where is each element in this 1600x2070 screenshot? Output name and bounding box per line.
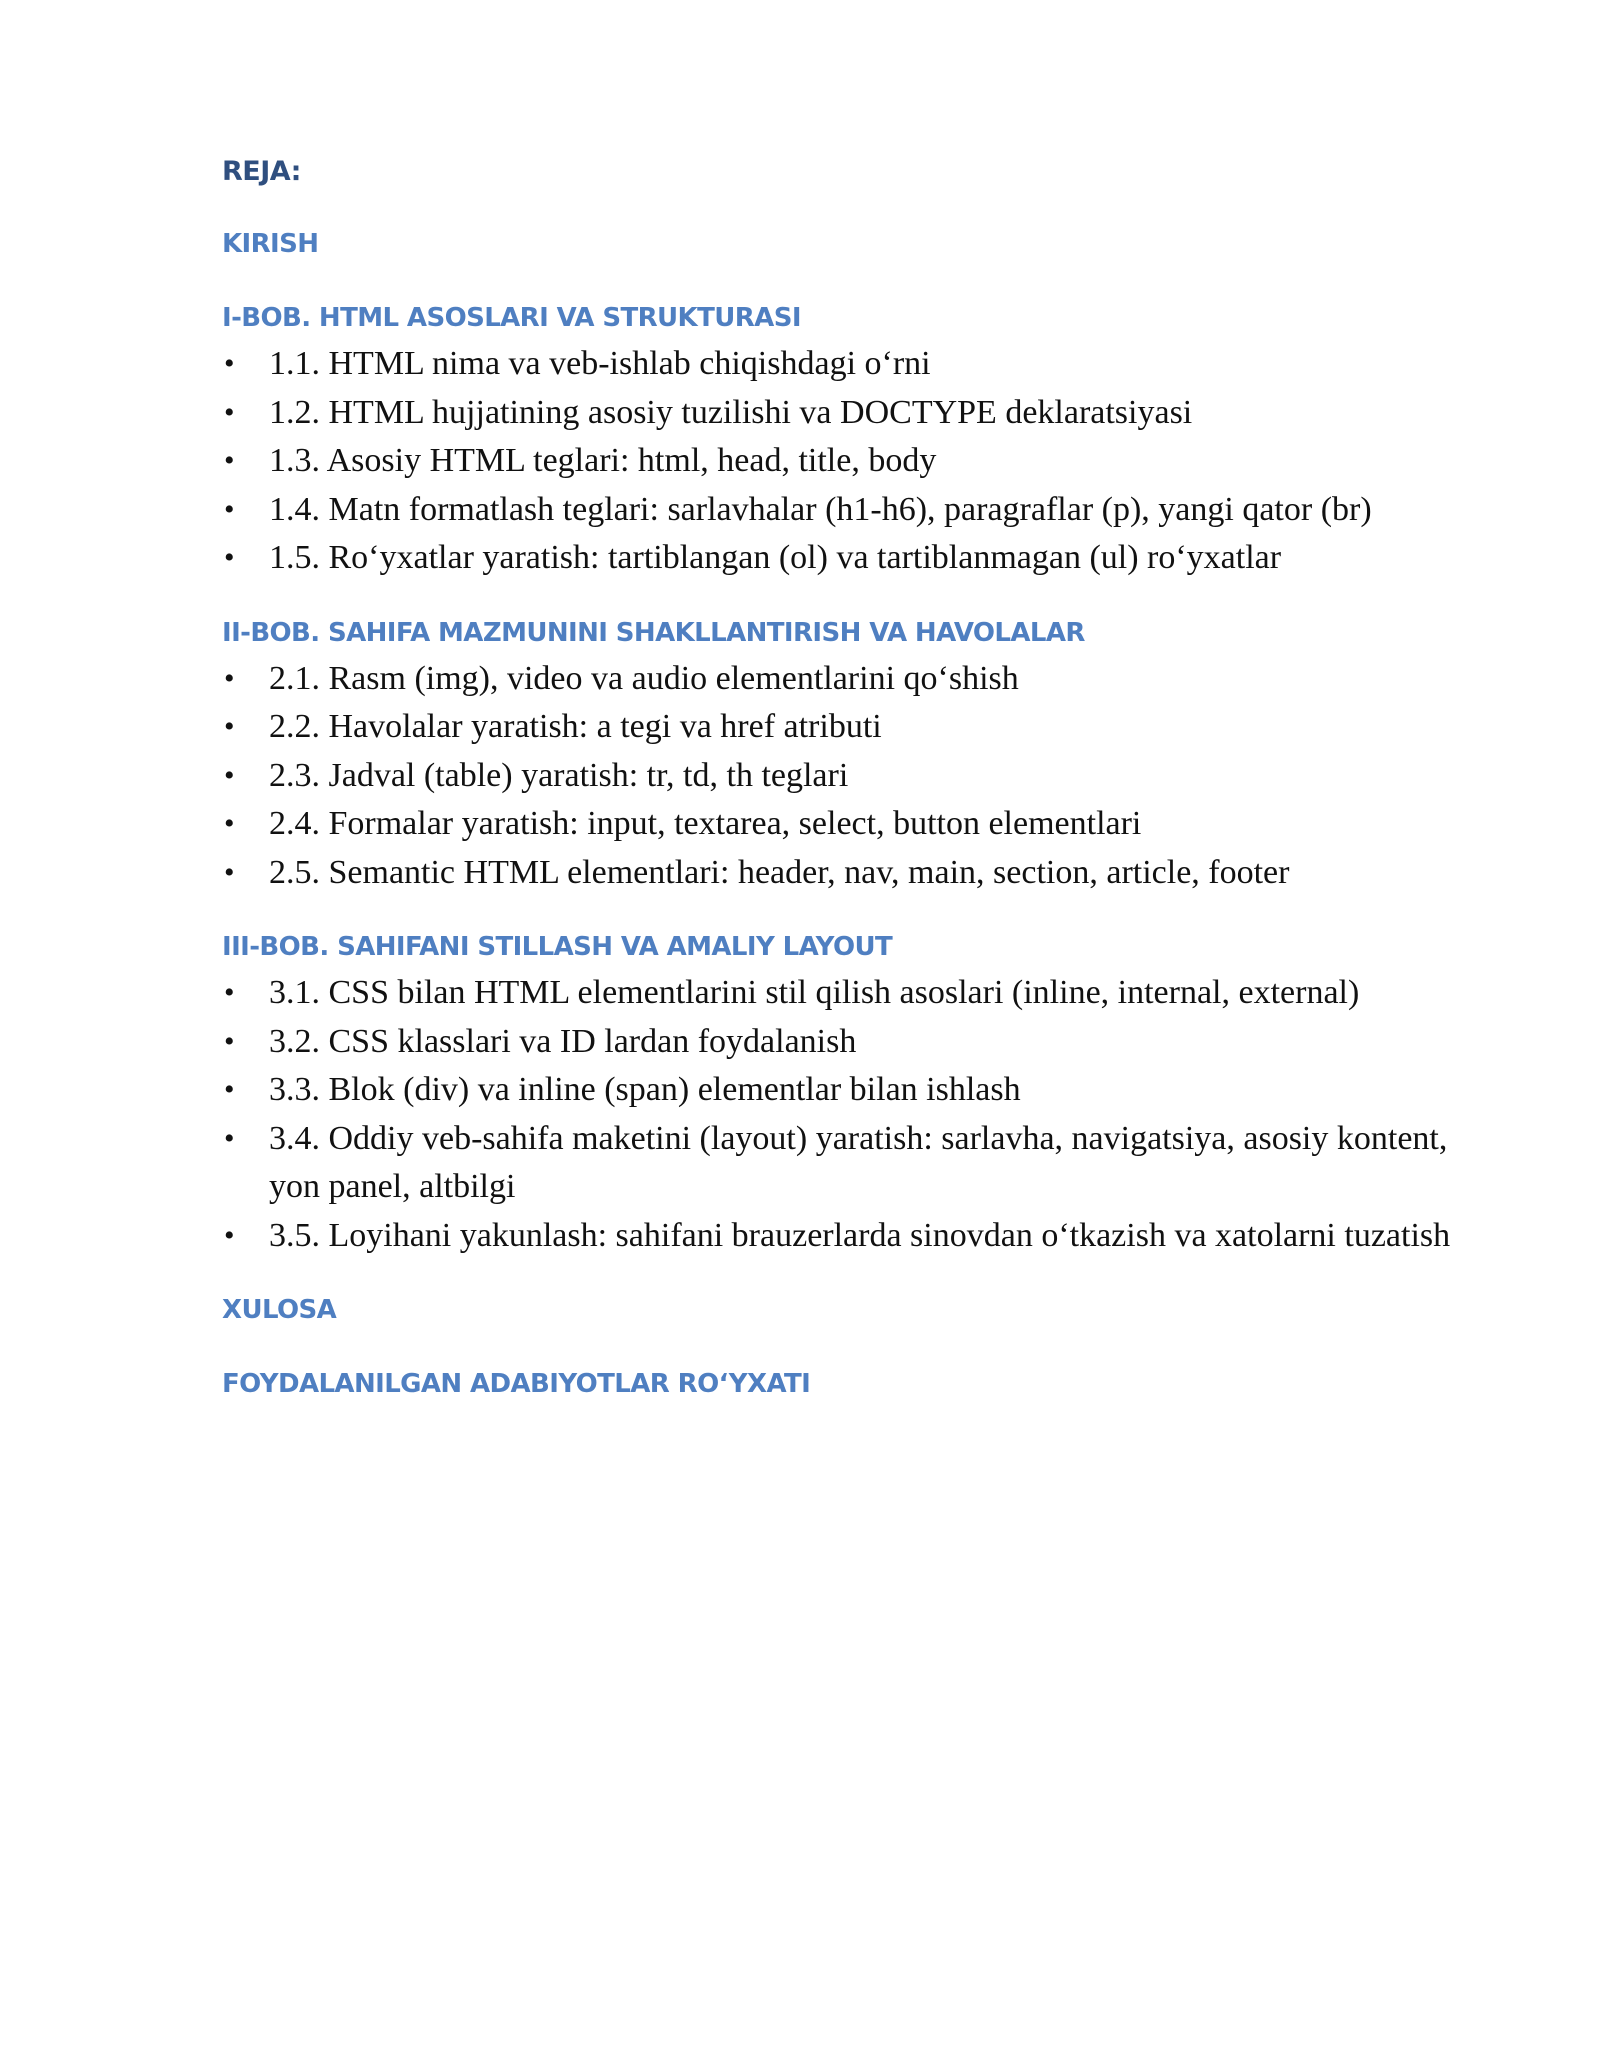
list-item bbox=[222, 1115, 1482, 1212]
list-item-text: 3.3. Blok (div) va inline (span) elementlar bilan ishlash bbox=[269, 1071, 1021, 1108]
list-item bbox=[222, 655, 1482, 704]
list-item-text: 3.2. CSS klasslari va ID lardan foydalanish bbox=[269, 1022, 857, 1060]
list-item bbox=[222, 800, 1482, 849]
conclusion-heading: XULOSA bbox=[222, 1295, 337, 1325]
list-item-text: 1.3. Asosiy HTML teglari: html, head, title, body bbox=[269, 442, 937, 479]
bullet-icon: • bbox=[224, 855, 235, 889]
references-heading: FOYDALANILGAN ADABIYOTLAR RO‘YXATI bbox=[222, 1369, 811, 1399]
list-item-text: 3.4. Oddiy veb-sahifa maketini (layout) yaratish: sarlavha, navigatsiya, asosiy kontent, yon panel, altbilgi bbox=[269, 1119, 1448, 1205]
list-item bbox=[222, 389, 1482, 438]
bullet-icon: • bbox=[224, 1121, 235, 1155]
list-item bbox=[222, 534, 1482, 583]
bullet-icon: • bbox=[224, 758, 235, 792]
list-item-text: 3.5. Loyihani yakunlash: sahifani brauzerlarda sinovdan o‘tkazish va xatolarni tuzatish bbox=[269, 1216, 1451, 1254]
chapter-2-list bbox=[222, 655, 1482, 898]
list-item-text: 3.1. CSS bilan HTML elementlarini stil qilish asoslari (inline, internal, external) bbox=[269, 974, 1360, 1011]
chapter-3-heading: III-BOB. SAHIFANI STILLASH VA AMALIY LAYOUT bbox=[222, 932, 893, 962]
bullet-icon: • bbox=[224, 444, 235, 477]
list-item-text: 2.1. Rasm (img), video va audio elementlarini qo‘shish bbox=[269, 659, 1019, 697]
list-item bbox=[222, 703, 1482, 752]
list-item-text: 2.5. Semantic HTML elementlari: header, nav, main, section, article, footer bbox=[269, 853, 1290, 891]
bullet-icon: • bbox=[224, 347, 235, 380]
list-item bbox=[222, 340, 1482, 389]
list-item bbox=[222, 849, 1482, 898]
bullet-icon: • bbox=[224, 541, 235, 574]
list-item-text: 1.4. Matn formatlash teglari: sarlavhalar (h1-h6), paragraflar (p), yangi qator (br) bbox=[269, 490, 1372, 528]
list-item bbox=[222, 752, 1482, 801]
list-item-text: 1.1. HTML nima va veb-ishlab chiqishdagi o‘rni bbox=[269, 345, 931, 382]
list-item bbox=[222, 969, 1482, 1018]
list-item bbox=[222, 437, 1482, 486]
chapter-2-heading: II-BOB. SAHIFA MAZMUNINI SHAKLLANTIRISH VA HAVOLALAR bbox=[222, 617, 1085, 648]
bullet-icon: • bbox=[224, 492, 235, 526]
bullet-icon: • bbox=[224, 395, 235, 429]
bullet-icon: • bbox=[224, 976, 235, 1009]
bullet-icon: • bbox=[224, 1073, 235, 1106]
bullet-icon: • bbox=[224, 661, 235, 695]
list-item bbox=[222, 1066, 1482, 1115]
list-item-text: 1.5. Ro‘yxatlar yaratish: tartiblangan (ol) va tartiblanmagan (ul) ro‘yxatlar bbox=[269, 539, 1282, 576]
bullet-icon: • bbox=[224, 1024, 235, 1058]
intro-heading: KIRISH bbox=[222, 229, 319, 259]
plan-title: REJA: bbox=[222, 156, 301, 187]
chapter-1-heading: I-BOB. HTML ASOSLARI VA STRUKTURASI bbox=[222, 303, 801, 333]
list-item bbox=[222, 486, 1482, 535]
list-item-text: 2.2. Havolalar yaratish: a tegi va href atributi bbox=[269, 708, 882, 745]
bullet-icon: • bbox=[224, 710, 235, 743]
list-item bbox=[222, 1212, 1482, 1261]
chapter-3-list bbox=[222, 969, 1482, 1260]
chapter-1-list bbox=[222, 340, 1482, 583]
document-page bbox=[222, 150, 1482, 1406]
list-item-text: 1.2. HTML hujjatining asosiy tuzilishi va DOCTYPE deklaratsiyasi bbox=[269, 393, 1193, 431]
list-item bbox=[222, 1018, 1482, 1067]
bullet-icon: • bbox=[224, 807, 235, 840]
bullet-icon: • bbox=[224, 1218, 235, 1252]
list-item-text: 2.4. Formalar yaratish: input, textarea, select, button elementlari bbox=[269, 805, 1142, 842]
list-item-text: 2.3. Jadval (table) yaratish: tr, td, th teglari bbox=[269, 756, 849, 794]
